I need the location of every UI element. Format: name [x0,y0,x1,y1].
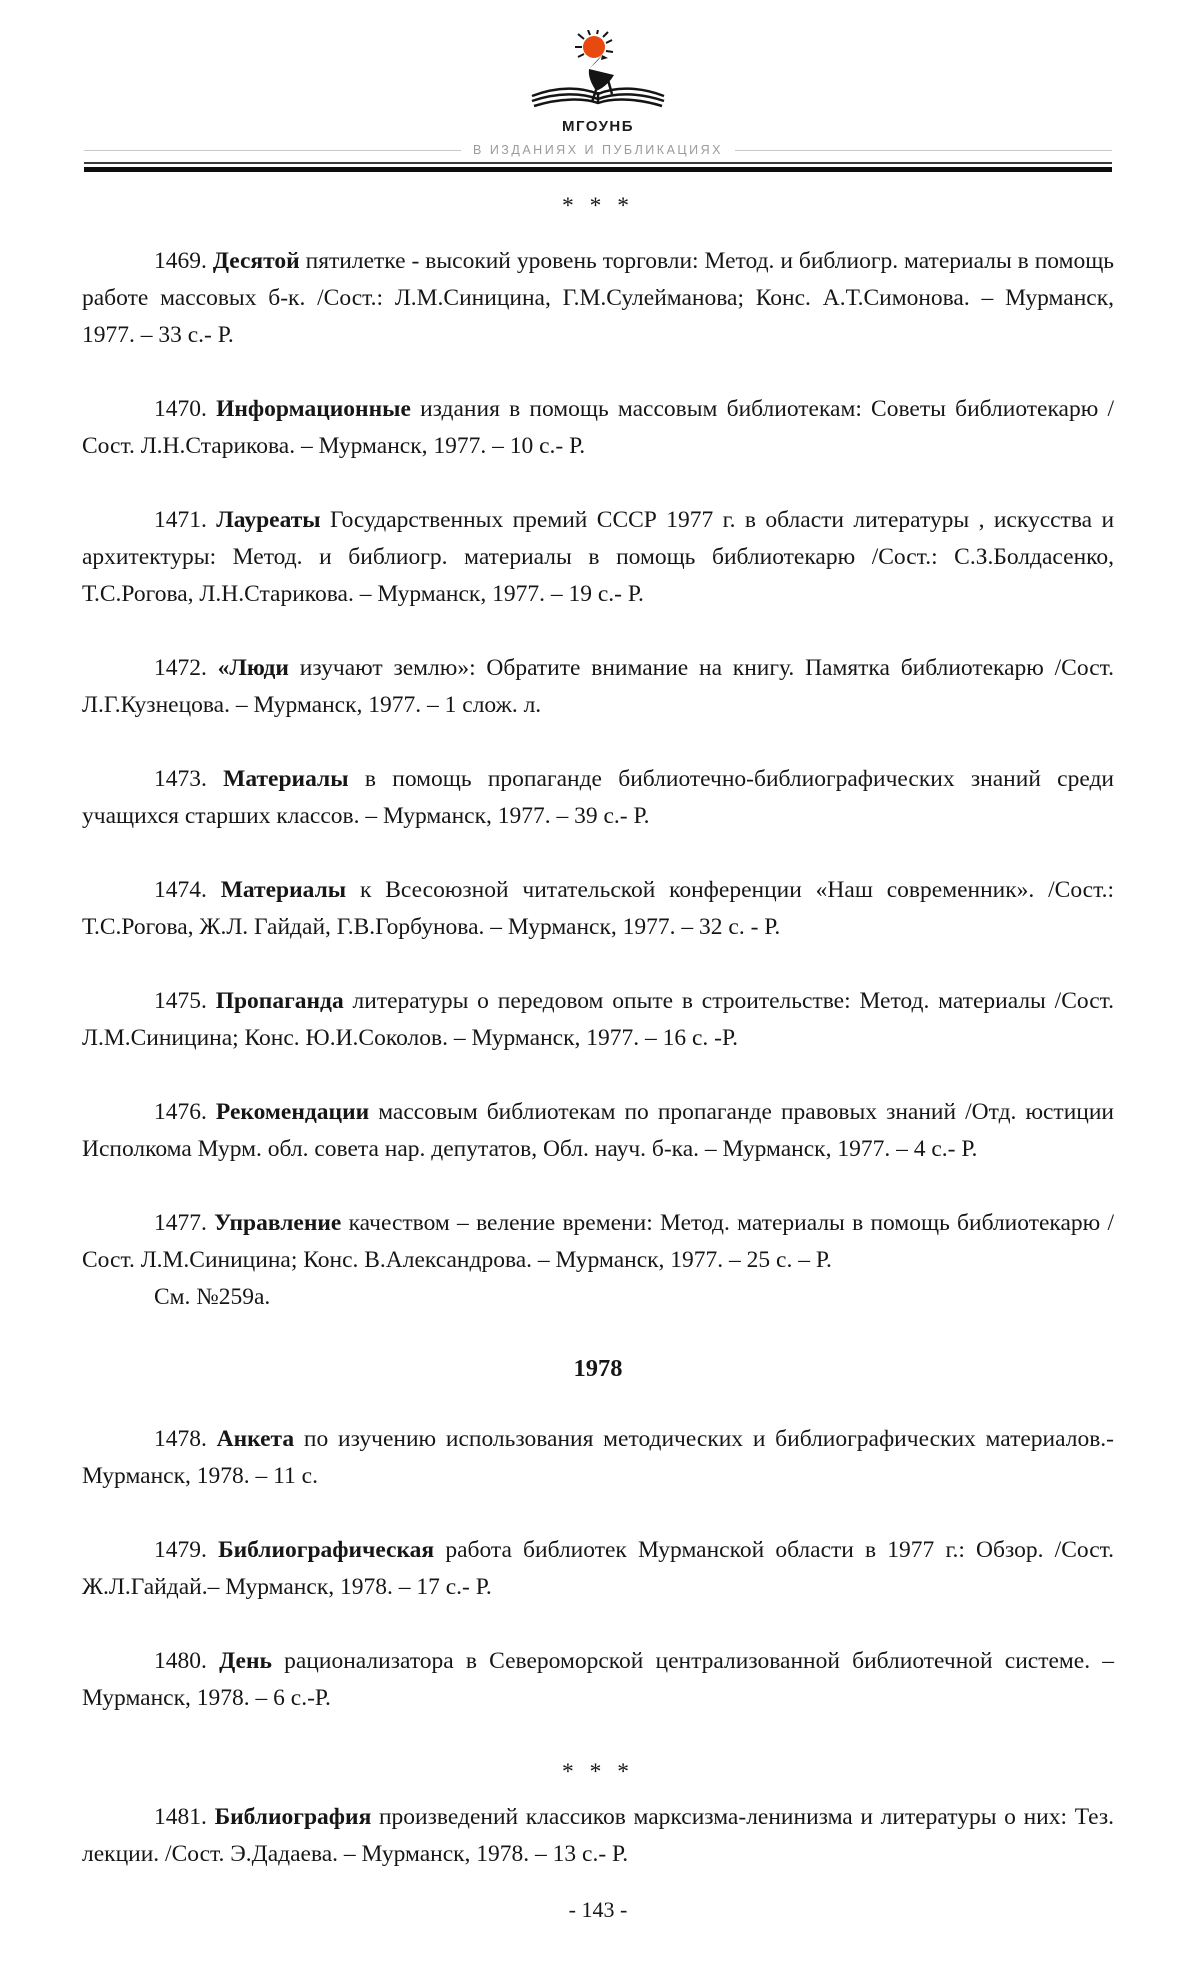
entry-title-word: «Люди [217,655,289,681]
entry-title-word: Материалы [223,766,349,792]
entry-number: 1470. [154,396,207,422]
header-rule-thin [84,162,1112,164]
entry-text: работа библиотек Мурманской области в 1977 г.: Обзор. /Сост. Ж.Л.Гайдай.– Мурманск, 1978. – 17 с.- Р. [82,1537,1115,1600]
entry-number: 1475. [154,988,207,1014]
header-tagline: В ИЗДАНИЯХ И ПУБЛИКАЦИЯХ [473,143,723,157]
header [0,0,1196,172]
entry-title-word: Анкета [216,1426,295,1452]
bib-entry-1474 [82,872,1114,946]
tagline-right-line [735,150,1112,151]
bib-entry-1480 [82,1643,1114,1717]
entry-number: 1480. [154,1648,207,1674]
header-tagline-row [84,143,1112,157]
bib-entry-1473 [82,761,1114,835]
entry-number: 1473. [154,766,207,792]
entry-number: 1478. [154,1426,207,1452]
entry-title-word: Управление [214,1210,342,1236]
bib-entry-1478 [82,1421,1114,1495]
entry-number: 1471. [154,507,207,533]
entry-text: в помощь пропаганде библиотечно-библиографических знаний среди учащихся старших классов. – Мурманск, 1977. – 39 с.- Р. [82,766,1115,829]
entry-title-word: Лауреаты [216,507,321,533]
bib-entry-1471 [82,502,1114,613]
entry-number: 1477. [154,1210,207,1236]
library-logo [0,30,1196,134]
bib-entry-1477 [82,1205,1114,1279]
stars-separator: * * * [562,193,634,219]
year-heading-1978: 1978 [573,1355,623,1382]
tagline-left-line [84,150,461,151]
entry-text: качеством – веление времени: Метод. материалы в помощь библиотекарю /Сост. Л.М.Синицина; Конс. В.Александрова. – Мурманск, 1977. – 25 с. – Р. [82,1210,1114,1273]
entry-text: произведений классиков марксизма-ленинизма и литературы о них: Тез. лекции. /Сост. Э.Дадаева. – Мурманск, 1978. – 13 с.- Р. [82,1804,1115,1867]
deer-sun-book-logo-icon [518,30,678,112]
bib-entry-1479 [82,1532,1114,1606]
bib-entry-1470 [82,391,1114,465]
page-number: - 143 - [568,1897,628,1922]
entry-text: рационализатора в Североморской централизованной библиотечной системе. – Мурманск, 1978. – 6 с.-Р. [82,1648,1115,1711]
entry-text: издания в помощь массовым библиотекам: Советы библиотекарю /Сост. Л.Н.Старикова. – Мурманск, 1977. – 10 с.- Р. [82,396,1114,459]
bibliography-content [0,172,1196,1873]
entry-title-word: Материалы [220,877,347,903]
entry-title-word: День [219,1648,272,1674]
bib-entry-1481 [82,1799,1114,1873]
entry-number: 1474. [154,877,207,903]
entry-text: к Всесоюзной читательской конференции «Наш современник». /Сост.: Т.С.Рогова, Ж.Л. Гайдай, Г.В.Горбунова. – Мурманск, 1977. – 32 с. - Р. [82,877,1114,940]
entry-title-word: Информационные [216,396,411,422]
bib-entry-1469 [82,243,1114,354]
entry-title-word: Пропаганда [215,988,344,1014]
entry-text: литературы о передовом опыте в строительстве: Метод. материалы /Сост. Л.М.Синицина; Конс. Ю.И.Соколов. – Мурманск, 1977. – 16 с. -Р. [82,988,1115,1051]
entry-title-word: Библиография [214,1804,372,1830]
entry-text: массовым библиотекам по пропаганде правовых знаний /Отд. юстиции Исполкома Мурм. обл. совета нар. депутатов, Обл. науч. б-ка. – Мурманск, 1977. – 4 с.- Р. [82,1099,1115,1162]
entry-title-word: Библиографическая [218,1537,435,1563]
entry-number: 1469. [154,248,207,274]
stars-separator: * * * [562,1759,634,1785]
bib-entry-1472 [82,650,1114,724]
page-footer [0,1873,1196,1969]
entry-number: 1472. [154,655,207,681]
entry-number: 1476. [154,1099,207,1125]
entry-title-word: Десятой [212,248,300,274]
entry-number: 1481. [154,1804,207,1830]
entry-text: Государственных премий СССР 1977 г. в области литературы , искусства и архитектуры: Метод. и библиогр. материалы в помощь библиотекарю /Сост.: С.З.Болдасенко, Т.С.Рогова, Л.Н.Старикова. – Мурманск, 1977. – 19 с.- Р. [82,507,1115,607]
logo-acronym: МГОУНБ [561,118,635,135]
bib-entry-1475 [82,983,1114,1057]
entry-number: 1479. [154,1537,207,1563]
see-also-note: См. №259а. [154,1284,271,1310]
entry-text: пятилетке - высокий уровень торговли: Метод. и библиогр. материалы в помощь работе массовых б-к. /Сост.: Л.М.Синицина, Г.М.Сулейманова; Конс. А.Т.Симонова. – Мурманск, 1977. – 33 с.- Р. [82,248,1115,348]
bib-entry-1476 [82,1094,1114,1168]
entry-title-word: Рекомендации [215,1099,370,1125]
entry-text: по изучению использования методических и библиографических материалов.- Мурманск, 1978. – 11 с. [82,1426,1115,1489]
entry-text: изучают землю»: Обратите внимание на книгу. Памятка библиотекарю /Сост. Л.Г.Кузнецова. – Мурманск, 1977. – 1 слож. л. [82,655,1115,718]
